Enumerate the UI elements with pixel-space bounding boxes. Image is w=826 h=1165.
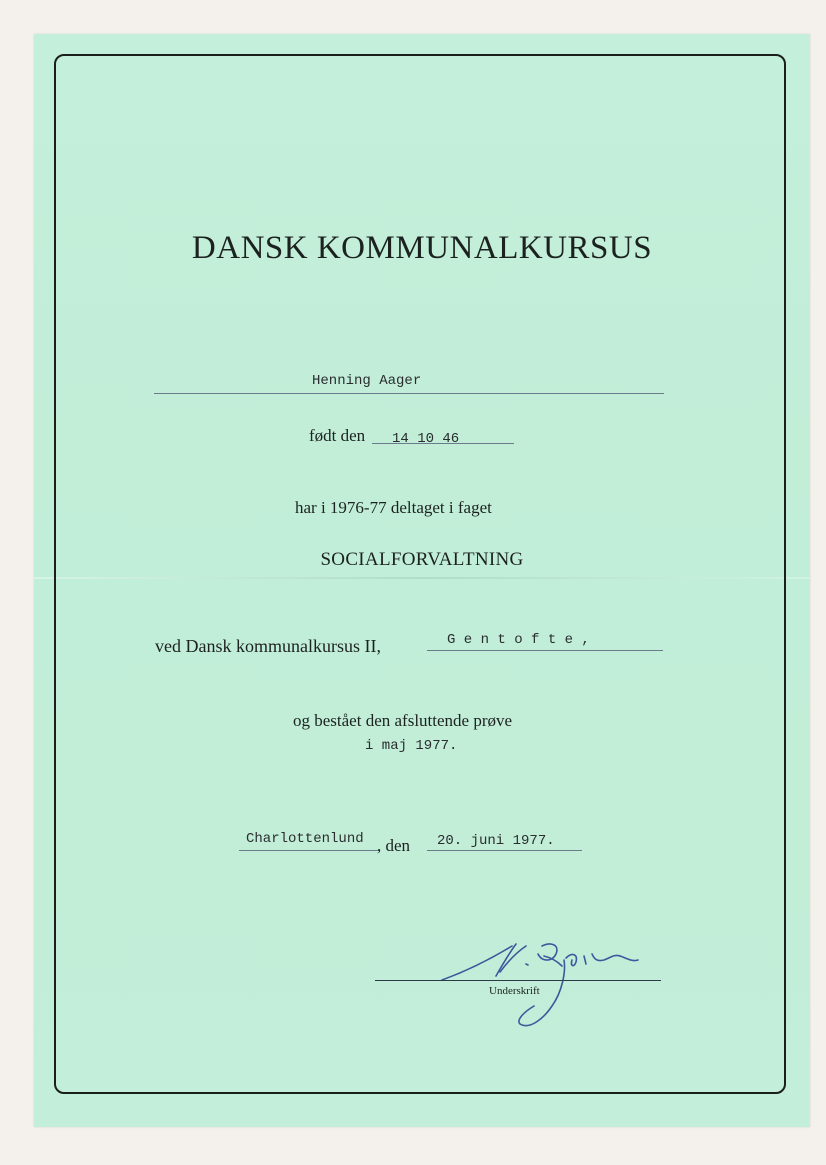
signature-label: Underskrift xyxy=(489,985,540,997)
birth-date-underline xyxy=(372,443,514,444)
date-label: , den xyxy=(377,836,411,855)
course-location: G e n t o f t e , xyxy=(447,632,590,648)
handwritten-signature xyxy=(434,932,644,1032)
institution-title: DANSK KOMMUNALKURSUS xyxy=(191,230,653,266)
recipient-name: Henning Aager xyxy=(312,373,422,389)
participation-text: har i 1976-77 deltaget i faget xyxy=(295,498,492,517)
course-location-underline xyxy=(427,650,663,651)
course-label: ved Dansk kommunalkursus II, xyxy=(155,636,381,656)
issue-date: 20. juni 1977. xyxy=(437,833,555,849)
certificate-border xyxy=(54,54,786,1094)
certificate-sheet xyxy=(34,34,810,1127)
born-label: født den xyxy=(309,426,366,445)
exam-text: og bestået den afsluttende prøve xyxy=(293,711,513,730)
birth-date: 14 10 46 xyxy=(392,431,460,447)
issue-date-underline xyxy=(427,850,582,851)
course-subject: SOCIALFORVALTNING xyxy=(320,549,524,570)
exam-date: i maj 1977. xyxy=(365,738,458,754)
name-underline xyxy=(154,393,664,394)
signature-line xyxy=(375,980,661,981)
issue-place: Charlottenlund xyxy=(246,831,364,847)
issue-place-underline xyxy=(239,850,379,851)
